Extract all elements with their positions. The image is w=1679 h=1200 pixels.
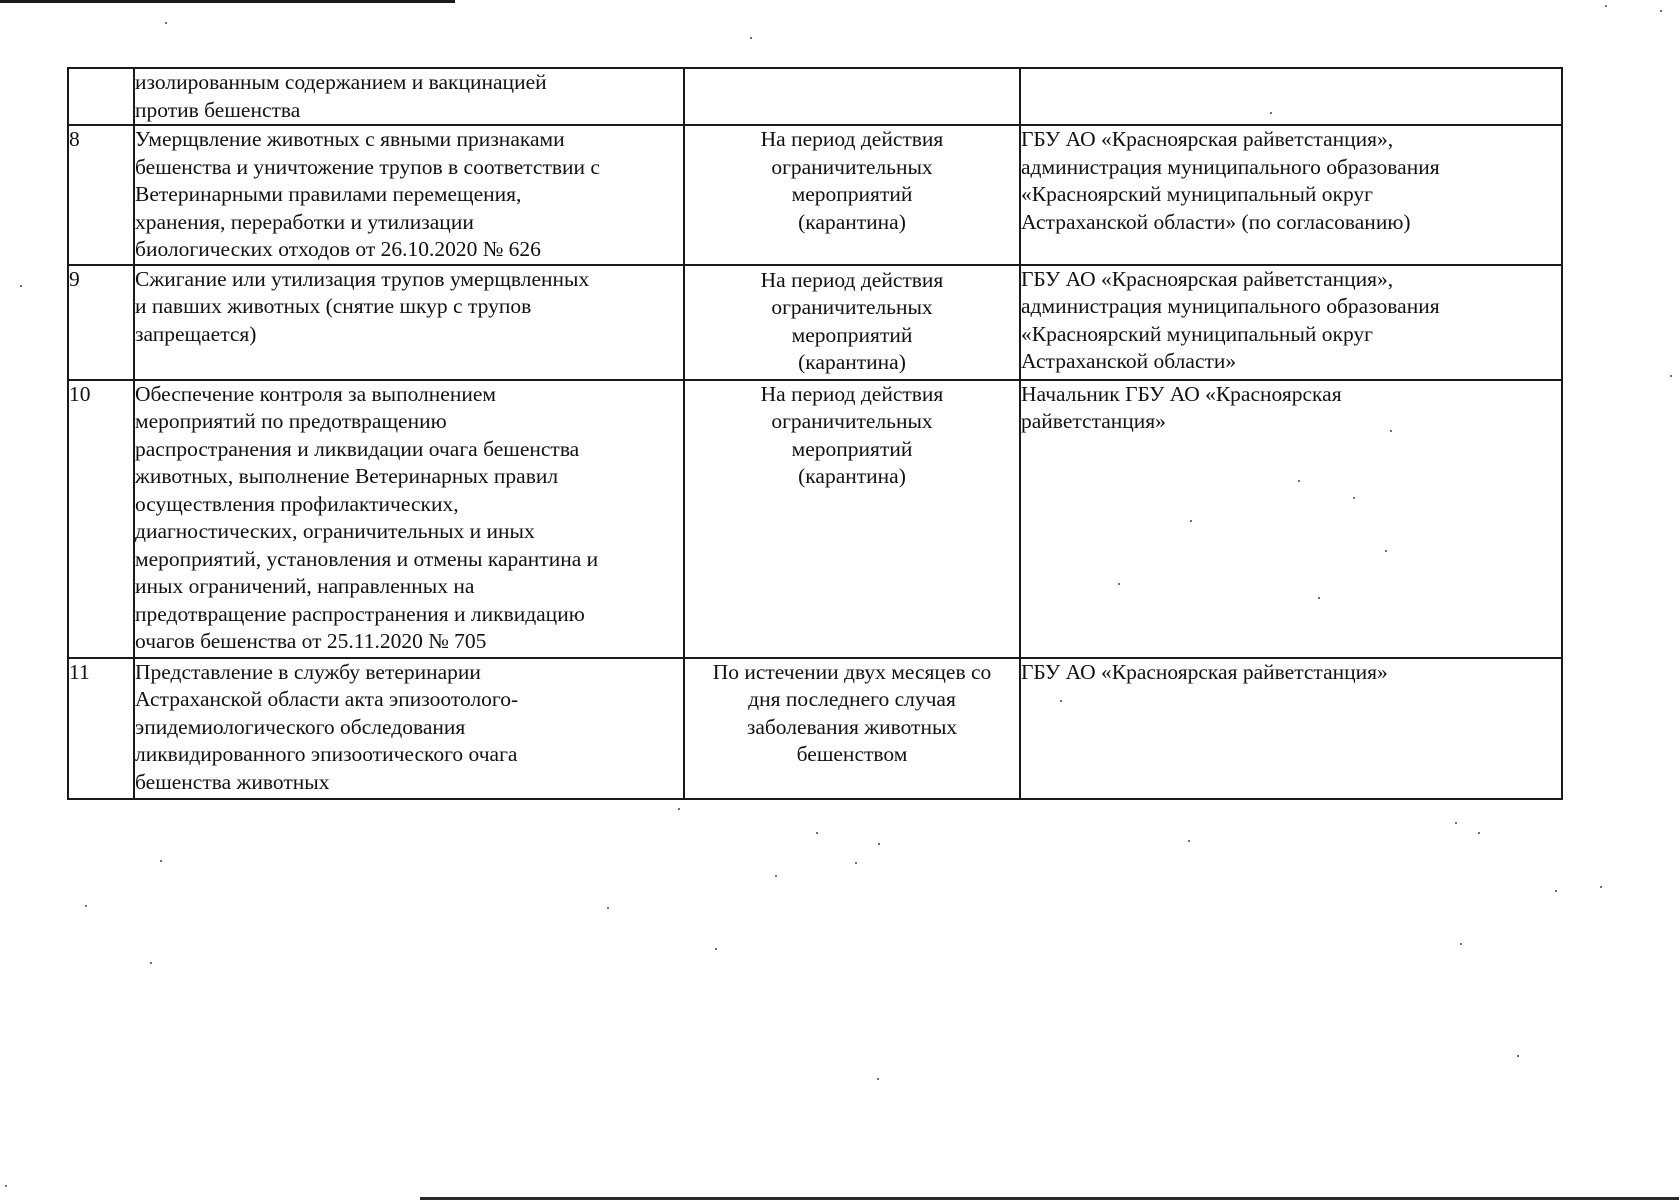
row-number-cell <box>68 68 134 125</box>
responsible-cell: ГБУ АО «Красноярская райветстанция», администрация муниципального образования «Красноярский муниципальный округ Астраханской области» (по согласованию) <box>1020 125 1562 265</box>
measures-table <box>67 67 1563 800</box>
period-cell: На период действия ограничительных мероприятий (карантина) <box>684 265 1020 380</box>
table-row <box>68 265 1562 380</box>
measure-description-cell: Сжигание или утилизация трупов умерщвленных и павших животных (снятие шкур с трупов запрещается) <box>134 265 684 380</box>
table-row <box>68 68 1562 125</box>
period-cell: На период действия ограничительных мероприятий (карантина) <box>684 380 1020 658</box>
row-number-cell: 8 <box>68 125 134 265</box>
measure-description-cell: Умерщвление животных с явными признаками бешенства и уничтожение трупов в соответствии с Ветеринарными правилами перемещения, хранения, переработки и утилизации биологических отходов от 26.10.2020 № 626 <box>134 125 684 265</box>
row-number-cell: 10 <box>68 380 134 658</box>
table-row <box>68 125 1562 265</box>
period-cell: На период действия ограничительных мероприятий (карантина) <box>684 125 1020 265</box>
period-cell <box>684 68 1020 125</box>
table-row <box>68 380 1562 658</box>
table-row <box>68 658 1562 799</box>
period-cell: По истечении двух месяцев со дня последнего случая заболевания животных бешенством <box>684 658 1020 799</box>
responsible-cell <box>1020 68 1562 125</box>
row-number-cell: 9 <box>68 265 134 380</box>
scan-top-edge-line <box>0 0 455 3</box>
responsible-cell: Начальник ГБУ АО «Красноярская райветстанция» <box>1020 380 1562 658</box>
measure-description-cell: Обеспечение контроля за выполнением мероприятий по предотвращению распространения и ликвидации очага бешенства животных, выполнение Ветеринарных правил осуществления профилактических, диагностических, ограничительных и иных мероприятий, установления и отмены карантина и иных ограничений, направленных на предотвращение распространения и ликвидацию очагов бешенства от 25.11.2020 № 705 <box>134 380 684 658</box>
measure-description-cell: изолированным содержанием и вакцинацией против бешенства <box>134 68 684 125</box>
row-number-cell: 11 <box>68 658 134 799</box>
responsible-cell: ГБУ АО «Красноярская райветстанция» <box>1020 658 1562 799</box>
measure-description-cell: Представление в службу ветеринарии Астраханской области акта эпизоотолого- эпидемиологического обследования ликвидированного эпизоотического очага бешенства животных <box>134 658 684 799</box>
responsible-cell: ГБУ АО «Красноярская райветстанция», администрация муниципального образования «Красноярский муниципальный округ Астраханской области» <box>1020 265 1562 380</box>
